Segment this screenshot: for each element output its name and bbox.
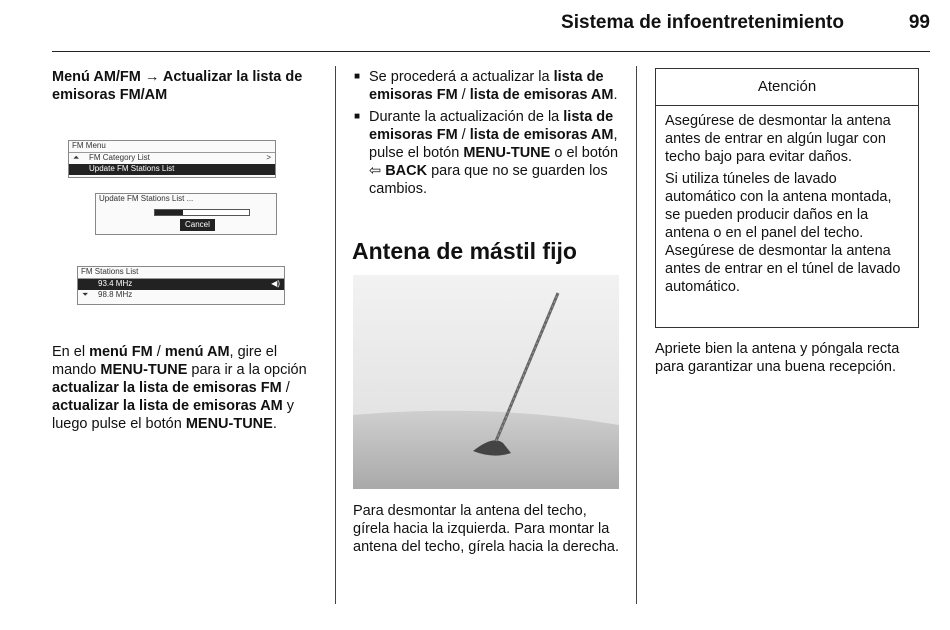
menu-item-selected [69,164,275,175]
menu-item-label: Update FM Stations List [89,164,175,173]
bullet-list-block [354,68,622,202]
antenna-caption: Para desmontar la antena del techo, gírela hacia la izquierda. Para montar la antena del techo, gírela hacia la derecha. [353,503,620,555]
bullet-item: ■ Se procederá a actualizar la lista de emisoras FM / lista de emisoras AM. [354,69,618,103]
column-divider [335,66,336,604]
station-label: 93.4 MHz [98,279,133,288]
bullet-list [354,68,622,198]
down-arrow-icon: ⏷ [82,290,89,299]
attention-title: Atención [656,69,918,106]
attention-paragraph: Si utiliza túneles de lavado automático con la antena montada, se pueden producir daños en la antena o en el panel del techo. Asegúrese de desmontar la antena antes de entrar en el túnel de lavado automático. [665,171,901,295]
page-number: 99 [908,12,930,33]
station-item [78,290,284,301]
section-heading: Antena de mástil fijo [352,238,577,264]
chevron-right-icon: > [266,153,271,162]
column-divider [636,66,637,604]
attention-paragraph: Asegúrese de desmontar la antena antes de entrar en algún lugar con techo bajo para evitar daños. [665,113,891,165]
fm-stations-screen [77,266,285,305]
bullet-square-icon: ■ [354,71,361,82]
progress-bar [154,209,250,216]
screen-title: FM Menu [69,141,275,153]
progress-fill [155,210,183,215]
section-heading: Menú AM/FM → Actualizar la lista de emisoras FM/AM [52,69,303,103]
right-paragraph: Apriete bien la antena y póngala recta para garantizar una buena recepción. [655,341,900,375]
back-arrow-icon: ⏶ [73,153,80,162]
antenna-image [353,275,619,489]
page-title: Sistema de infoentretenimiento [561,12,844,33]
menu-item [69,153,275,164]
menu-item-label: FM Category List [89,153,150,162]
bullet-item: ■ Durante la actualización de la lista de emisoras FM / lista de emisoras AM, pulse el botón MENU-TUNE o el botón ⇦ BACK para que no se guarden los cambios. [354,109,619,197]
attention-box [655,68,919,328]
speaker-icon: ◀) [271,279,280,288]
header-rule [52,51,930,52]
attention-body [656,106,918,306]
screen-title: Update FM Stations List ... [99,194,194,203]
screen-title: FM Stations List [78,267,284,279]
update-progress-screen [95,193,277,235]
fm-menu-screen [68,140,276,178]
bullet-square-icon: ■ [354,111,361,122]
antenna-illustration [353,275,619,489]
station-item-selected [78,279,284,290]
instruction-paragraph: En el menú FM / menú AM, gire el mando MENU-TUNE para ir a la opción actualizar la lista de emisoras FM / actualizar la lista de emisoras AM y luego pulse el botón MENU-TUNE. [52,344,307,432]
cancel-button: Cancel [180,219,215,231]
station-label: 98.8 MHz [98,290,133,299]
